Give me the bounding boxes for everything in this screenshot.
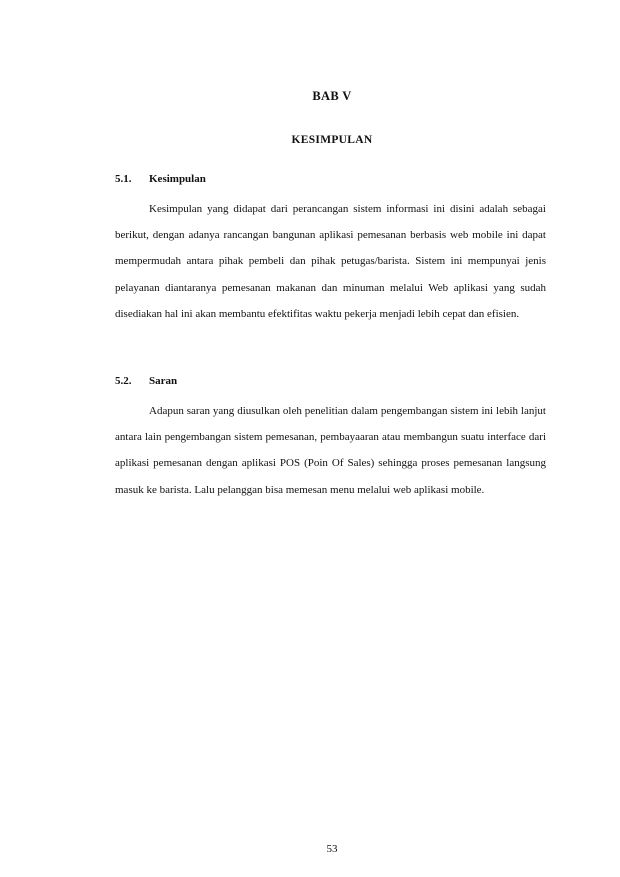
- section-title: Kesimpulan: [149, 173, 206, 185]
- section-number: 5.1.: [115, 173, 132, 185]
- chapter-title: KESIMPULAN: [291, 134, 373, 146]
- section-number: 5.2.: [115, 375, 132, 387]
- section-title: Saran: [149, 375, 178, 387]
- page-number: 53: [326, 843, 338, 855]
- chapter-label: BAB V: [312, 89, 352, 103]
- paragraph-saran: Adapun saran yang diusulkan oleh penelitian dalam pengembangan sistem ini lebih lanjut antara lain pengembangan sistem pemesanan, pembayaaran atau membangun suatu interface dari aplikasi pemesanan dengan aplikasi POS (Poin Of Sales) sehingga proses pemesanan langsung masuk ke barista. Lalu pelanggan bisa memesan menu melalui web aplikasi mobile.: [115, 405, 546, 496]
- section-heading-kesimpulan: [115, 173, 206, 185]
- section-heading-saran: [115, 375, 177, 387]
- paragraph-kesimpulan: Kesimpulan yang didapat dari perancangan sistem informasi ini disini adalah sebagai berikut, dengan adanya rancangan bangunan aplikasi pemesanan berbasis web mobile ini dapat mempermudah antara pihak pembeli dan pihak petugas/barista. Sistem ini mempunyai jenis pelayanan diantaranya pemesanan makanan dan minuman melalui Web aplikasi yang sudah disediakan hal ini akan membantu efektifitas waktu pekerja menjadi lebih cepat dan efisien.: [115, 203, 546, 320]
